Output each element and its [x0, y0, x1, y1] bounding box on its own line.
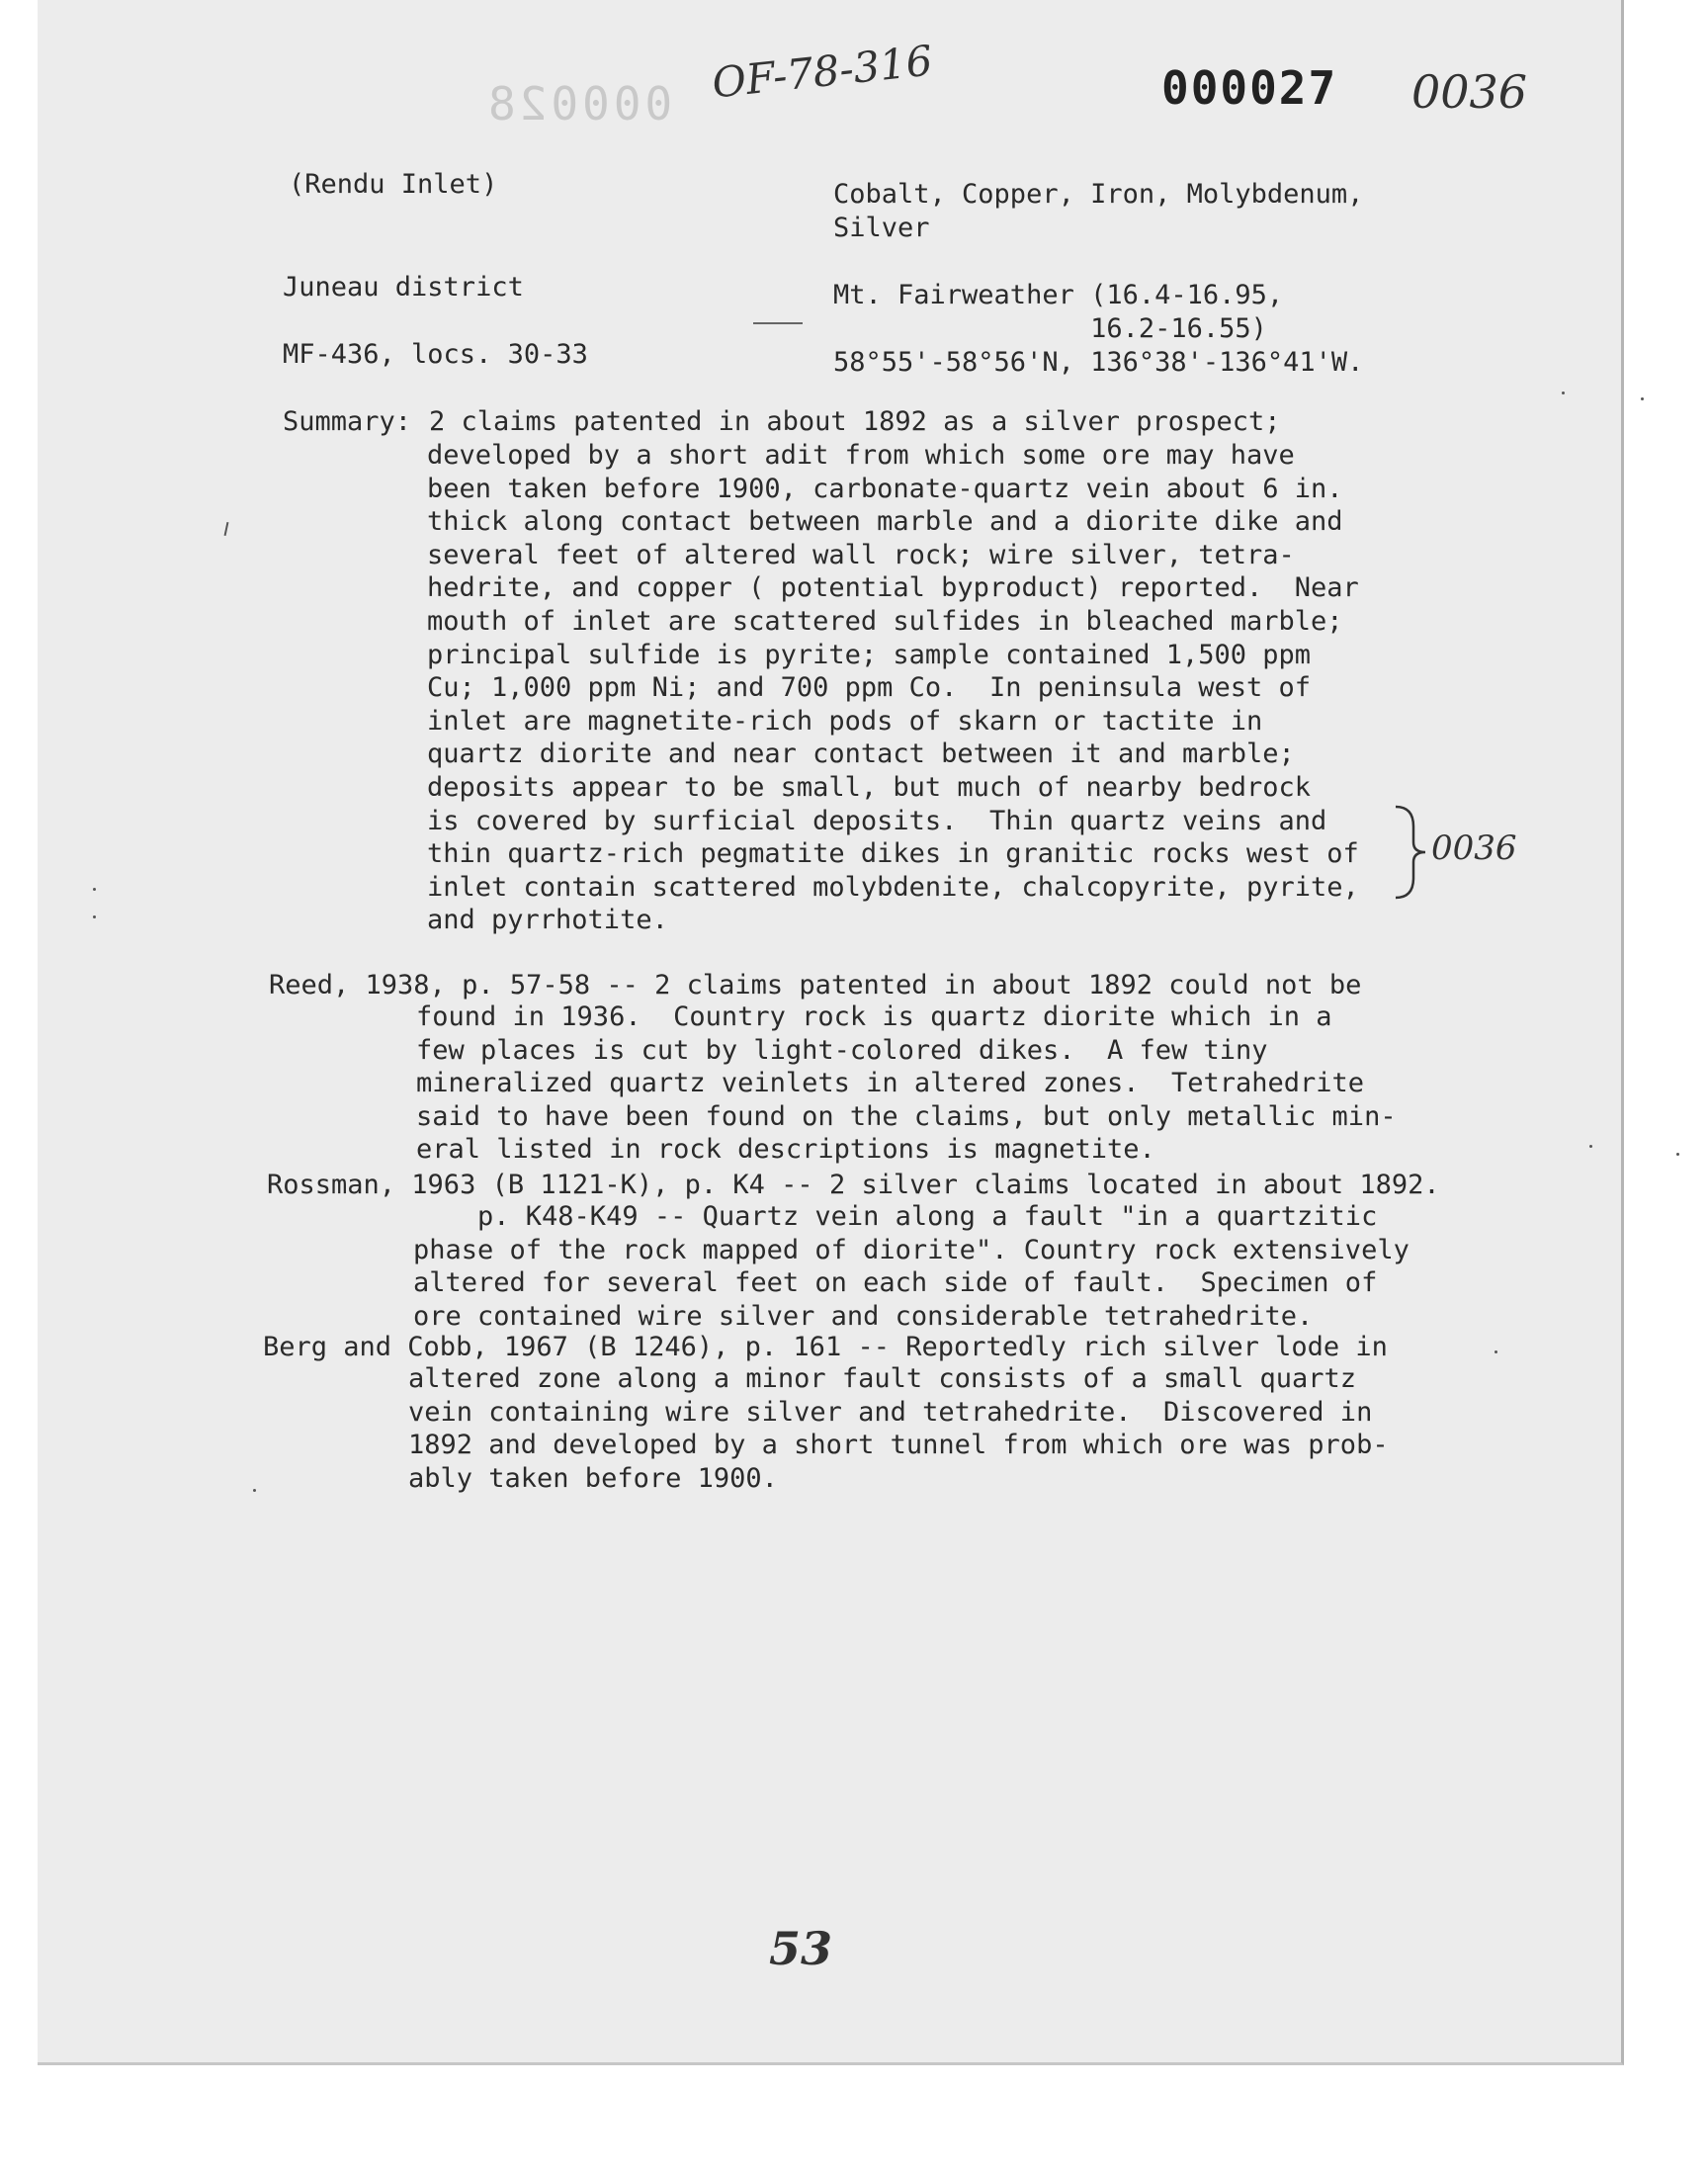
dust-speck	[1641, 397, 1644, 400]
district: Juneau district	[283, 272, 524, 303]
reference-berg-cobb-first-line: Berg and Cobb, 1967 (B 1246), p. 161 -- Reportedly rich silver lode in	[263, 1332, 1388, 1362]
dust-speck	[1676, 1153, 1679, 1156]
separator-dash	[753, 322, 803, 324]
handwritten-report-id: OF-78-316	[710, 36, 935, 108]
handwritten-brace-code: 0036	[1431, 828, 1517, 868]
dust-speck	[1562, 392, 1565, 394]
reference-berg-cobb-body: altered zone along a minor fault consists of a small quartz vein containing wire silver and tetrahedrite. Discovered in 1892 and developed by a short tunnel from which ore was prob- ably taken before 1900.	[408, 1363, 1389, 1494]
bleed-through-number: 000028	[484, 77, 673, 130]
coordinates: 58°55'-58°56'N, 136°38'-136°41'W.	[833, 347, 1364, 378]
quadrangle: Mt. Fairweather (16.4-16.95, 16.2-16.55)	[833, 280, 1284, 344]
dust-speck	[253, 1489, 256, 1492]
commodities: Cobalt, Copper, Iron, Molybdenum, Silver	[833, 179, 1364, 243]
reference-rossman-first-line: Rossman, 1963 (B 1121-K), p. K4 -- 2 silver claims located in about 1892.	[267, 1170, 1440, 1200]
curly-brace-mark	[1392, 803, 1431, 902]
dust-speck	[1589, 1145, 1592, 1148]
stamped-page-number: 000027	[1161, 61, 1338, 115]
summary-first-line: 2 claims patented in about 1892 as a silver prospect;	[429, 406, 1281, 437]
reference-reed-first-line: Reed, 1938, p. 57-58 -- 2 claims patented in about 1892 could not be	[269, 970, 1362, 1000]
handwritten-code: 0036	[1411, 65, 1528, 119]
dust-speck	[93, 888, 96, 891]
dust-speck	[1494, 1350, 1497, 1353]
reference-reed-body: found in 1936. Country rock is quartz diorite which in a few places is cut by light-colored dikes. A few tiny mineralized quartz veinlets in altered zones. Tetrahedrite said to have been found on the claims, but only metallic min- eral listed in rock descriptions is magnetite.	[416, 1001, 1397, 1166]
locality: (Rendu Inlet)	[289, 169, 498, 200]
handwritten-page-number: 53	[769, 1922, 833, 1975]
summary-label: Summary:	[283, 406, 412, 437]
reference-rossman-body: p. K48-K49 -- Quartz vein along a fault "in a quartzitic phase of the rock mapped of diorite". Country rock extensively altered for several feet on each side of fault. Specimen of ore contained wire silver and considerable tetrahedrite.	[413, 1201, 1409, 1332]
summary-body: developed by a short adit from which some ore may have been taken before 1900, carbonate-quartz vein about 6 in. thick along contact between marble and a diorite dike and several feet of altered wall rock; wire silver, tetra- hedrite, and copper ( potential byproduct) reported. Near mouth of inlet are scattered sulfides in bleached marble; principal sulfide is pyrite; sample contained 1,500 ppm Cu; 1,000 ppm Ni; and 700 ppm Co. In peninsula west of inlet are magnetite-rich pods of skarn or tactite in quartz diorite and near contact between it and marble; deposits appear to be small, but much of nearby bedrock is covered by surficial deposits. Thin quartz veins and thin quartz-rich pegmatite dikes in granitic rocks west of inlet contain scattered molybdenite, chalcopyrite, pyrite, and pyrrhotite.	[427, 440, 1359, 936]
dust-speck	[93, 915, 96, 918]
map-reference: MF-436, locs. 30-33	[283, 339, 588, 370]
